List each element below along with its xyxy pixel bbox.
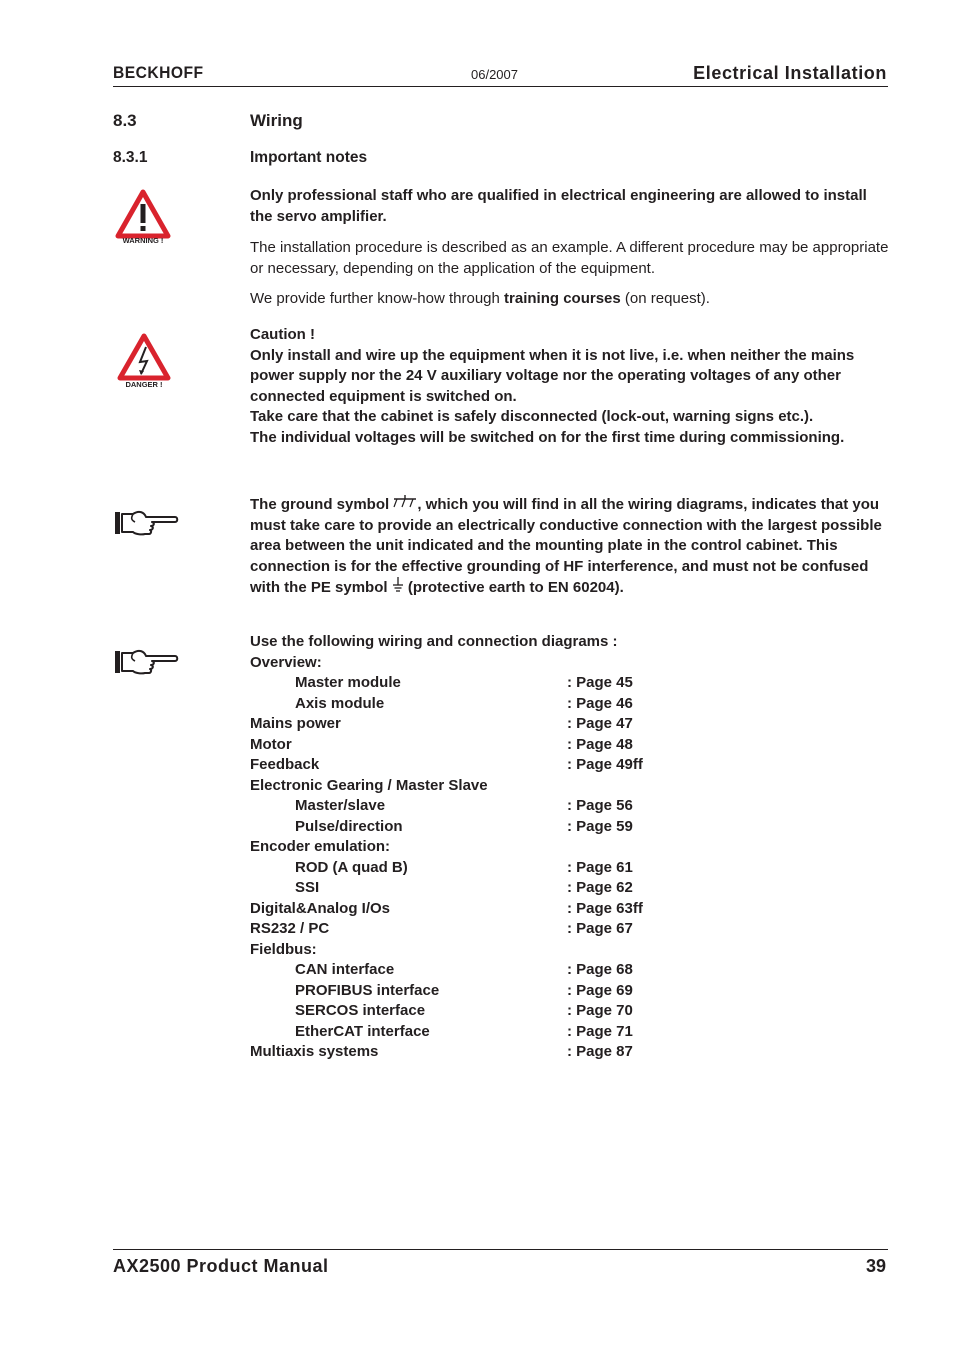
diagram-index-intro <box>250 632 750 653</box>
warning-icon-label: WARNING ! <box>122 236 164 245</box>
diagram-row-page-ref: : Page 46 <box>567 694 633 712</box>
pe-earth-icon <box>392 577 404 600</box>
diagram-row-page-ref: : Page 47 <box>567 715 633 732</box>
manual-title: AX2500 Product Manual <box>113 1256 329 1276</box>
subsection-number: 8.3.1 <box>113 149 148 166</box>
diagram-index-row <box>250 796 750 817</box>
ground-text-part-3: (protective earth to EN 60204). <box>403 579 624 597</box>
diagram-index-row <box>250 776 750 797</box>
diagram-row-label: SSI <box>295 879 320 896</box>
diagram-index-row <box>250 960 750 981</box>
diagram-index-row <box>250 878 750 899</box>
diagram-index-intro-text: Use the following wiring and connection diagrams : <box>250 633 618 650</box>
diagram-row-label: ROD (A quad B) <box>295 858 408 876</box>
diagram-index-row <box>250 1022 750 1043</box>
diagram-index-row <box>250 1001 750 1022</box>
ground-symbol-note <box>250 495 890 600</box>
diagram-row-page-ref: : Page 48 <box>567 735 633 753</box>
diagram-index-row <box>250 817 750 838</box>
diagram-index-row <box>250 755 750 776</box>
brand-logo: BECKHOFF <box>113 63 204 82</box>
diagram-row-label: Multiaxis systems <box>250 1043 379 1060</box>
diagram-index-row <box>250 981 750 1002</box>
diagram-row-label: Motor <box>250 735 292 753</box>
header-date: 06/2007 <box>471 67 518 82</box>
diagram-row-label: Master/slave <box>295 797 386 814</box>
diagram-index-row <box>250 919 750 940</box>
diagram-row-label: Mains power <box>250 715 341 732</box>
diagram-index-row <box>250 899 750 920</box>
diagram-row-page-ref: : Page 68 <box>567 961 633 978</box>
ground-symbol-icon <box>393 495 417 516</box>
caution-line-1: Only install and wire up the equipment when it is not live, i.e. when neither the mains power supply nor the 24 V auxiliary voltage nor the operating voltages of any other connected equipment is switched on. <box>250 346 855 405</box>
diagram-row-label: Fieldbus: <box>250 940 317 958</box>
diagram-row-label: EtherCAT interface <box>295 1022 430 1040</box>
diagram-row-page-ref: : Page 67 <box>567 920 633 937</box>
training-prefix: We provide further know-how through <box>250 290 505 307</box>
diagram-row-page-ref: : Page 71 <box>567 1022 633 1040</box>
diagram-index-row <box>250 940 750 961</box>
diagram-row-page-ref: : Page 45 <box>567 674 633 691</box>
diagram-row-page-ref: : Page 70 <box>567 1002 633 1019</box>
diagram-row-page-ref: : Page 61 <box>567 858 633 876</box>
diagram-row-page-ref: : Page 87 <box>567 1043 633 1060</box>
page-number: 39 <box>865 1256 886 1276</box>
caution-block <box>250 325 890 448</box>
ground-text-part-2: , which you will find in all the wiring diagrams, indicates that you must take care to provide an electrically conductive connection with the largest possible area between the unit indicated and the mounting plate in the control cabinet. This connection is for the effective grounding of HF interference, and must not be confused with the PE symbol <box>250 496 882 597</box>
diagram-row-page-ref: : Page 49ff <box>567 756 643 773</box>
diagram-index-row <box>250 1042 750 1063</box>
diagram-row-label: SERCOS interface <box>295 1002 426 1019</box>
warning-bold-text: Only professional staff who are qualified in electrical engineering are allowed to install the servo amplifier. <box>250 187 867 225</box>
section-title: Wiring <box>250 111 303 130</box>
diagram-row-label: Digital&Analog I/Os <box>250 899 391 917</box>
danger-high-voltage-icon <box>117 333 171 391</box>
diagram-row-label: Encoder emulation: <box>250 838 391 855</box>
diagram-row-label: Electronic Gearing / Master Slave <box>250 776 488 794</box>
warning-icon <box>115 189 171 249</box>
diagram-row-label: Axis module <box>295 694 385 712</box>
diagram-index-row <box>250 837 750 858</box>
diagram-row-label: PROFIBUS interface <box>295 981 440 999</box>
diagram-row-label: Feedback <box>250 756 320 773</box>
diagram-row-page-ref: : Page 63ff <box>567 899 643 917</box>
warning-paragraph-2 <box>250 289 890 310</box>
header-rule <box>113 86 888 87</box>
caution-line-3: The individual voltages will be switched on for the first time during commissioning. <box>250 428 845 446</box>
pointing-hand-icon <box>113 645 179 684</box>
diagram-index-row <box>250 673 750 694</box>
training-courses-text: training courses <box>504 290 621 307</box>
diagram-index-row <box>250 653 750 674</box>
diagram-index-row <box>250 694 750 715</box>
diagram-row-label: Master module <box>295 674 401 691</box>
pointing-hand-icon <box>113 506 179 545</box>
diagram-row-page-ref: : Page 56 <box>567 797 633 814</box>
subsection-title: Important notes <box>250 149 368 166</box>
chapter-title: Electrical Installation <box>693 63 887 83</box>
wiring-diagram-index <box>250 632 750 1063</box>
footer-rule <box>113 1249 888 1250</box>
ground-text-part-1: The ground symbol <box>250 496 394 514</box>
caution-line-2: Take care that the cabinet is safely disconnected (lock-out, warning signs etc.). <box>250 408 814 425</box>
diagram-index-row <box>250 735 750 756</box>
diagram-row-label: CAN interface <box>295 961 395 978</box>
diagram-row-label: Overview: <box>250 653 322 671</box>
diagram-index-row <box>250 858 750 879</box>
section-number: 8.3 <box>113 111 137 130</box>
training-suffix: (on request). <box>620 290 710 307</box>
danger-icon-label: DANGER ! <box>125 380 163 389</box>
diagram-row-page-ref: : Page 59 <box>567 817 633 835</box>
diagram-row-label: RS232 / PC <box>250 920 330 937</box>
diagram-index-row <box>250 714 750 735</box>
warning-paragraph-1: The installation procedure is described as an example. A different procedure may be appropriate or necessary, depending on the application of the equipment. <box>250 239 889 277</box>
diagram-row-page-ref: : Page 69 <box>567 981 633 999</box>
caution-heading: Caution ! <box>250 326 315 343</box>
diagram-row-label: Pulse/direction <box>295 817 403 835</box>
diagram-row-page-ref: : Page 62 <box>567 879 633 896</box>
